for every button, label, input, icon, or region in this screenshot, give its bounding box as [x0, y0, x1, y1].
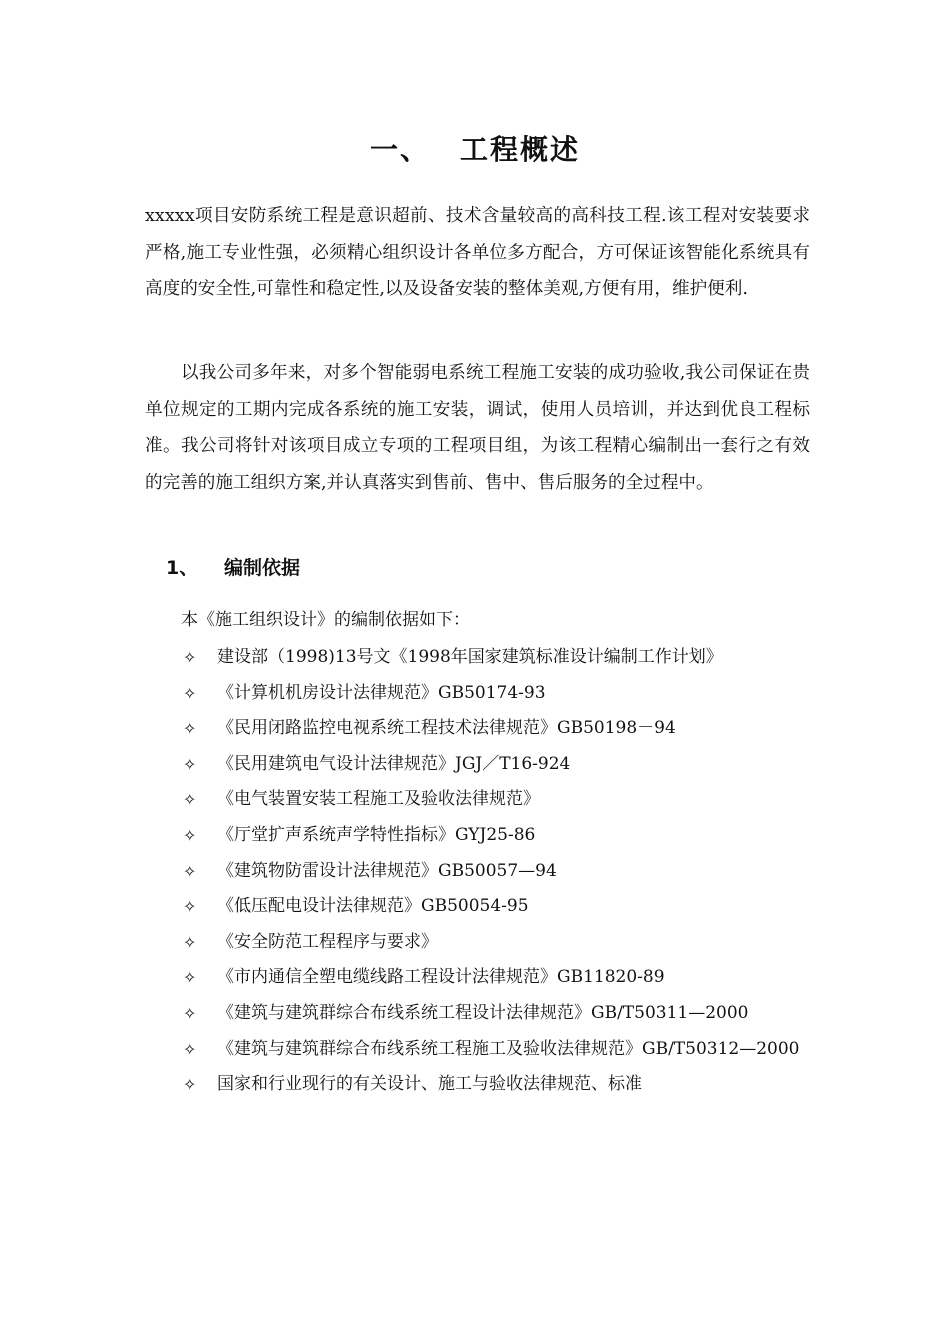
chapter-number: 一、 [369, 133, 430, 166]
reference-item [183, 711, 813, 747]
reference-text: 《市内通信全塑电缆线路工程设计法律规范》GB11820-89 [217, 967, 665, 988]
reference-item [183, 996, 813, 1032]
reference-item [183, 925, 813, 961]
diamond-bullet-icon: ✧ [183, 683, 197, 703]
reference-item [183, 854, 813, 890]
diamond-bullet-icon: ✧ [183, 719, 197, 739]
reference-text: 《计算机机房设计法律规范》GB50174-93 [217, 682, 546, 703]
reference-text: 《建筑与建筑群综合布线系统工程设计法律规范》GB/T50311—2000 [217, 1002, 749, 1023]
diamond-bullet-icon: ✧ [183, 897, 197, 917]
reference-text: 建设部（1998)13号文《1998年国家建筑标准设计编制工作计划》 [217, 647, 723, 667]
section-heading [166, 553, 300, 580]
diamond-bullet-icon: ✧ [183, 932, 197, 952]
diamond-bullet-icon: ✧ [183, 968, 197, 988]
section-number: 1、 [166, 557, 199, 579]
reference-text: 《电气装置安装工程施工及验收法律规范》 [217, 789, 540, 810]
reference-item [183, 782, 813, 818]
diamond-bullet-icon: ✧ [183, 648, 197, 667]
reference-text: 《民用建筑电气设计法律规范》JGJ／T16-924 [217, 753, 571, 774]
section-title: 编制依据 [224, 557, 301, 579]
reference-text: 《厅堂扩声系统声学特性指标》GYJ25-86 [217, 824, 536, 845]
reference-item [183, 889, 813, 925]
chapter-title-text: 工程概述 [460, 133, 581, 166]
reference-text: 国家和行业现行的有关设计、施工与验收法律规范、标准 [217, 1074, 642, 1095]
reference-text: 《建筑与建筑群综合布线系统工程施工及验收法律规范》GB/T50312—2000 [217, 1038, 800, 1059]
reference-item [183, 1032, 813, 1068]
chapter-title [0, 128, 950, 168]
reference-text: 《建筑物防雷设计法律规范》GB50057—94 [217, 860, 557, 881]
reference-item [183, 640, 813, 676]
reference-item [183, 1067, 813, 1103]
reference-item [183, 747, 813, 783]
diamond-bullet-icon: ✧ [183, 861, 197, 881]
reference-item [183, 818, 813, 854]
diamond-bullet-icon: ✧ [183, 754, 197, 774]
diamond-bullet-icon: ✧ [183, 790, 197, 810]
diamond-bullet-icon: ✧ [183, 825, 197, 845]
overview-paragraph-1: xxxxx项目安防系统工程是意识超前、技术含量较高的高科技工程.该工程对安装要求严格,施工专业性强，必须精心组织设计各单位多方配合，方可保证该智能化系统具有高度的安全性,可靠性和稳定性,以及设备安装的整体美观,方便有用，维护便利. [145, 206, 810, 299]
diamond-bullet-icon: ✧ [183, 1003, 197, 1023]
reference-item [183, 960, 813, 996]
reference-text: 《安全防范工程程序与要求》 [217, 931, 438, 952]
reference-text: 《低压配电设计法律规范》GB50054-95 [217, 896, 529, 917]
references-intro: 本《施工组织设计》的编制依据如下： [181, 610, 470, 630]
reference-text: 《民用闭路监控电视系统工程技术法律规范》GB50198－94 [217, 718, 676, 739]
references-list [183, 640, 813, 1103]
reference-item [183, 676, 813, 712]
diamond-bullet-icon: ✧ [183, 1075, 197, 1095]
overview-paragraph-2: 以我公司多年来，对多个智能弱电系统工程施工安装的成功验收,我公司保证在贵单位规定的工期内完成各系统的施工安装，调试，使用人员培训，并达到优良工程标准。我公司将针对该项目成立专项的工程项目组，为该工程精心编制出一套行之有效的完善的施工组织方案,并认真落实到售前、售中、售后服务的全过程中。 [145, 363, 810, 493]
diamond-bullet-icon: ✧ [183, 1039, 197, 1059]
